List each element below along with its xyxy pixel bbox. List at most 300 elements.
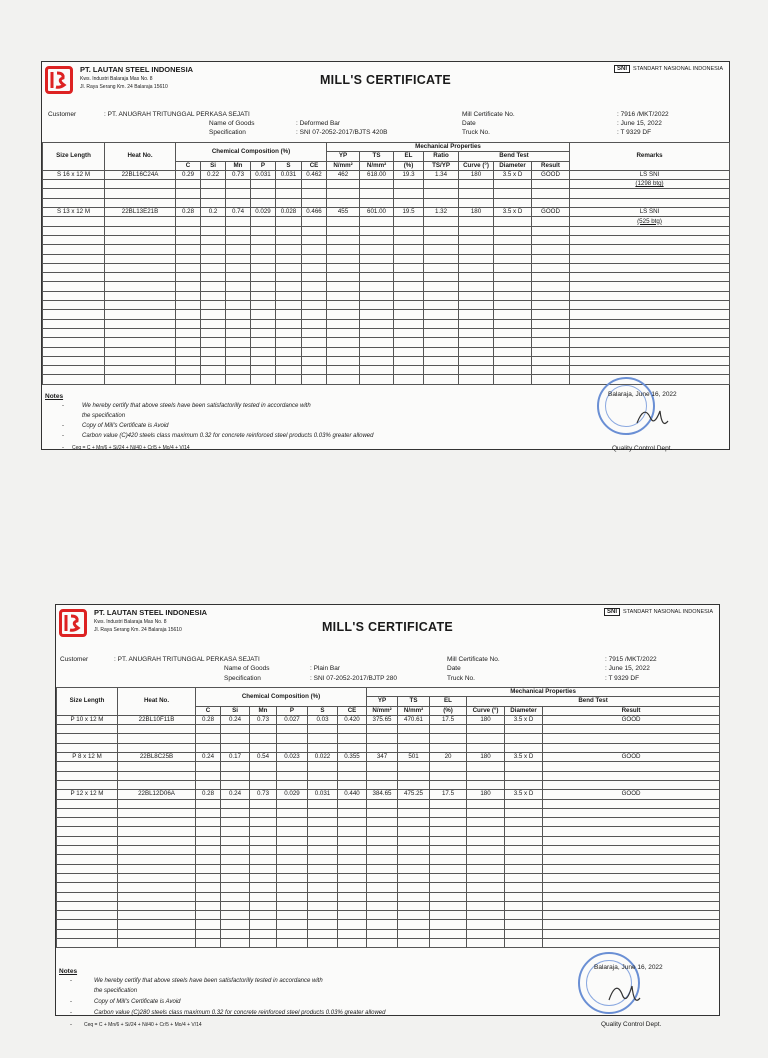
cell-empty <box>118 780 196 789</box>
cell-empty <box>250 911 277 920</box>
cell-empty <box>398 827 430 836</box>
cell-empty <box>118 929 196 938</box>
goods-value: : Deformed Bar <box>296 120 341 127</box>
col-si: Si <box>221 706 250 715</box>
col-mn: Mn <box>250 706 277 715</box>
cell-empty <box>276 366 302 375</box>
cell-result <box>532 189 570 198</box>
cell-empty <box>494 180 532 189</box>
cell-empty <box>327 291 360 300</box>
cell-empty <box>532 375 570 384</box>
cell-empty <box>57 808 118 817</box>
cell-empty <box>276 310 302 319</box>
cell-empty <box>176 301 201 310</box>
cell-empty <box>398 855 430 864</box>
cell-empty <box>338 846 367 855</box>
cell-empty <box>250 883 277 892</box>
cell-empty <box>176 338 201 347</box>
cell-empty <box>57 883 118 892</box>
cell-empty <box>398 743 430 752</box>
cell-empty <box>118 827 196 836</box>
cell-empty <box>327 245 360 254</box>
cell-empty <box>505 725 543 734</box>
cell-empty <box>226 356 251 365</box>
cell-empty <box>570 282 730 291</box>
cell-empty <box>494 282 532 291</box>
cell-empty <box>532 254 570 263</box>
cell-empty <box>308 920 338 929</box>
cell-empty <box>367 725 398 734</box>
cell-empty <box>277 864 308 873</box>
cell-empty <box>494 356 532 365</box>
cell-empty <box>367 818 398 827</box>
cell-empty <box>494 338 532 347</box>
cell-c <box>196 734 221 743</box>
cell-curve <box>467 771 505 780</box>
note-1-cont: the specification <box>94 988 138 995</box>
cell-empty <box>308 846 338 855</box>
col-chemical-composition: Chemical Composition (%) <box>196 688 367 707</box>
cell-empty <box>430 808 467 817</box>
certificate-header <box>42 62 729 106</box>
cell-empty <box>201 235 226 244</box>
cell-empty <box>360 217 394 226</box>
cell-empty <box>430 743 467 752</box>
cell-c: 0.28 <box>176 208 201 217</box>
cell-empty <box>196 827 221 836</box>
cell-empty <box>105 310 176 319</box>
spec-label: Specification <box>224 675 261 682</box>
cell-heat: 22BL12D06A <box>118 790 196 799</box>
certificate-title: MILL'S CERTIFICATE <box>319 73 452 87</box>
cell-empty <box>430 892 467 901</box>
cell-empty <box>221 911 250 920</box>
cell-si <box>221 734 250 743</box>
cell-empty <box>338 873 367 882</box>
cell-empty <box>277 808 308 817</box>
cell-empty <box>367 864 398 873</box>
cell-empty <box>459 301 494 310</box>
cell-empty <box>196 920 221 929</box>
cell-empty <box>196 855 221 864</box>
cell-empty <box>394 291 424 300</box>
cell-empty <box>250 780 277 789</box>
cell-empty <box>430 762 467 771</box>
cell-yp: 375.65 <box>367 715 398 724</box>
cell-empty <box>424 254 459 263</box>
cell-empty <box>276 291 302 300</box>
cell-empty <box>360 347 394 356</box>
cell-empty <box>226 366 251 375</box>
cell-empty <box>327 310 360 319</box>
cell-heat: 22BL16C24A <box>105 170 176 179</box>
col-s: S <box>308 706 338 715</box>
cell-empty <box>201 301 226 310</box>
cell-empty <box>118 836 196 845</box>
cell-heat <box>118 734 196 743</box>
cell-empty <box>367 799 398 808</box>
cell-empty <box>250 799 277 808</box>
cell-size <box>57 734 118 743</box>
cell-empty <box>338 827 367 836</box>
cell-empty <box>338 883 367 892</box>
sni-logo-icon: SNI <box>604 608 620 616</box>
cell-empty <box>226 245 251 254</box>
cell-empty <box>338 939 367 948</box>
cell-empty <box>430 929 467 938</box>
cell-empty <box>176 356 201 365</box>
cell-empty <box>57 743 118 752</box>
cell-empty <box>338 836 367 845</box>
cell-empty <box>201 319 226 328</box>
cell-empty <box>494 366 532 375</box>
cell-empty <box>118 846 196 855</box>
cell-empty <box>43 310 105 319</box>
cell-empty <box>276 226 302 235</box>
cell-empty <box>424 273 459 282</box>
table-row <box>57 790 720 799</box>
table-row-empty <box>57 846 720 855</box>
cell-empty <box>308 827 338 836</box>
cell-empty <box>201 254 226 263</box>
table-row-empty <box>57 818 720 827</box>
cell-empty <box>302 263 327 272</box>
cell-empty <box>398 818 430 827</box>
cell-empty <box>250 855 277 864</box>
cell-empty <box>394 254 424 263</box>
cell-empty <box>57 836 118 845</box>
cell-empty <box>398 799 430 808</box>
cell-empty <box>459 291 494 300</box>
cell-empty <box>276 319 302 328</box>
cell-empty <box>226 217 251 226</box>
cell-empty <box>367 743 398 752</box>
cell-empty <box>467 883 505 892</box>
cell-empty <box>276 235 302 244</box>
cell-empty <box>424 366 459 375</box>
cell-empty <box>226 310 251 319</box>
cell-empty <box>43 198 105 207</box>
cell-empty <box>543 901 720 910</box>
cell-empty <box>467 920 505 929</box>
cell-empty <box>327 282 360 291</box>
cell-diameter <box>494 189 532 198</box>
table-row-empty <box>43 319 730 328</box>
cell-empty <box>543 939 720 948</box>
table-row-empty <box>43 254 730 263</box>
cell-empty <box>57 929 118 938</box>
cell-empty <box>251 319 276 328</box>
cell-empty <box>532 328 570 337</box>
cell-empty <box>201 347 226 356</box>
cell-empty <box>57 939 118 948</box>
cell-empty <box>250 892 277 901</box>
cell-empty <box>424 310 459 319</box>
cell-mn <box>250 771 277 780</box>
cell-empty <box>277 892 308 901</box>
cell-empty <box>494 347 532 356</box>
cell-empty <box>201 356 226 365</box>
col-mechanical-properties: Mechanical Properties <box>327 143 570 152</box>
cell-empty <box>505 864 543 873</box>
table-row <box>57 743 720 752</box>
cell-empty <box>226 235 251 244</box>
cell-empty <box>360 291 394 300</box>
cell-empty <box>118 892 196 901</box>
cell-size: P 12 x 12 M <box>57 790 118 799</box>
cell-result <box>543 734 720 743</box>
table-row-empty <box>43 301 730 310</box>
cell-empty <box>226 291 251 300</box>
cell-empty <box>367 901 398 910</box>
cell-empty <box>105 273 176 282</box>
cell-empty <box>308 725 338 734</box>
cell-empty <box>251 226 276 235</box>
cell-yp: 347 <box>367 753 398 762</box>
qc-dept: Quality Control Dept. <box>612 444 673 452</box>
cell-empty <box>302 319 327 328</box>
cell-c: 0.29 <box>176 170 201 179</box>
cell-ce <box>302 189 327 198</box>
cell-yp: 455 <box>327 208 360 217</box>
cell-empty <box>505 743 543 752</box>
cell-empty <box>338 920 367 929</box>
certificate-info <box>42 106 729 142</box>
table-row-empty <box>57 883 720 892</box>
cell-empty <box>360 226 394 235</box>
cell-mn: 0.73 <box>250 790 277 799</box>
signature-icon <box>632 403 672 433</box>
cell-empty <box>327 328 360 337</box>
col-bend-test: Bend Test <box>467 697 720 706</box>
cell-empty <box>118 901 196 910</box>
cell-si: 0.2 <box>201 208 226 217</box>
cell-empty <box>360 198 394 207</box>
cell-empty <box>250 725 277 734</box>
cell-empty <box>338 780 367 789</box>
cell-empty <box>250 818 277 827</box>
cell-empty <box>543 864 720 873</box>
table-row <box>43 170 730 179</box>
cell-empty <box>467 827 505 836</box>
table-row-empty <box>43 356 730 365</box>
cell-empty <box>570 375 730 384</box>
cell-size <box>43 189 105 198</box>
cell-empty <box>367 846 398 855</box>
cell-empty <box>532 301 570 310</box>
cell-empty <box>367 939 398 948</box>
cell-empty <box>398 901 430 910</box>
cell-remarks-sub: (525 btg) <box>570 217 730 226</box>
cell-empty <box>570 263 730 272</box>
cell-empty <box>338 864 367 873</box>
cell-empty <box>430 818 467 827</box>
cell-empty <box>398 892 430 901</box>
sni-mark <box>614 65 723 73</box>
cell-empty <box>251 291 276 300</box>
cell-empty <box>543 827 720 836</box>
cell-mn: 0.54 <box>250 753 277 762</box>
cell-empty <box>221 883 250 892</box>
cell-empty <box>308 901 338 910</box>
cell-empty <box>494 254 532 263</box>
cell-empty <box>570 245 730 254</box>
cell-empty <box>308 883 338 892</box>
signature-icon <box>604 978 644 1012</box>
col-diameter: Diameter <box>494 161 532 170</box>
cell-empty <box>430 855 467 864</box>
cell-empty <box>570 226 730 235</box>
cell-empty <box>43 366 105 375</box>
cell-empty <box>105 282 176 291</box>
cell-empty <box>494 217 532 226</box>
cell-empty <box>505 846 543 855</box>
cell-empty <box>251 375 276 384</box>
cell-empty <box>196 883 221 892</box>
cell-s: 0.028 <box>276 208 302 217</box>
cell-empty <box>532 180 570 189</box>
cell-empty <box>221 920 250 929</box>
cell-empty <box>276 263 302 272</box>
cell-empty <box>467 873 505 882</box>
cell-empty <box>360 301 394 310</box>
cell-empty <box>570 328 730 337</box>
cell-empty <box>430 939 467 948</box>
cell-remarks-sub <box>570 198 730 207</box>
cell-empty <box>251 273 276 282</box>
cell-empty <box>57 762 118 771</box>
cell-empty <box>543 855 720 864</box>
col-ts: TS <box>360 152 394 161</box>
cell-empty <box>327 301 360 310</box>
cell-empty <box>277 929 308 938</box>
col-remarks: Remarks <box>570 143 730 171</box>
cell-empty <box>338 911 367 920</box>
cell-empty <box>226 198 251 207</box>
sni-text: STANDART NASIONAL INDONESIA <box>633 66 723 72</box>
cell-empty <box>543 743 720 752</box>
cell-empty <box>57 864 118 873</box>
cell-empty <box>57 911 118 920</box>
cell-empty <box>459 310 494 319</box>
cell-empty <box>360 338 394 347</box>
cell-empty <box>430 836 467 845</box>
cell-empty <box>105 347 176 356</box>
cell-empty <box>398 725 430 734</box>
cell-empty <box>367 911 398 920</box>
cell-p <box>277 771 308 780</box>
cell-empty <box>338 892 367 901</box>
cell-empty <box>43 180 105 189</box>
cell-empty <box>251 356 276 365</box>
cell-empty <box>494 245 532 254</box>
cell-empty <box>226 254 251 263</box>
cell-empty <box>105 338 176 347</box>
cell-result: GOOD <box>532 170 570 179</box>
cell-empty <box>277 901 308 910</box>
cell-empty <box>201 245 226 254</box>
qc-dept: Quality Control Dept. <box>601 1021 662 1029</box>
cell-empty <box>398 939 430 948</box>
cell-empty <box>105 245 176 254</box>
table-row-empty <box>57 808 720 817</box>
table-row-empty <box>43 328 730 337</box>
cell-empty <box>226 338 251 347</box>
cell-empty <box>196 929 221 938</box>
cell-empty <box>424 180 459 189</box>
cell-empty <box>196 762 221 771</box>
cell-diameter: 3.5 x D <box>494 170 532 179</box>
cell-empty <box>221 939 250 948</box>
cell-empty <box>277 780 308 789</box>
col-ratio-unit: TS/YP <box>424 161 459 170</box>
cell-empty <box>459 180 494 189</box>
cell-empty <box>43 375 105 384</box>
cell-size <box>57 771 118 780</box>
cell-ratio: 1.32 <box>424 208 459 217</box>
cell-empty <box>430 864 467 873</box>
cell-empty <box>424 226 459 235</box>
cell-empty <box>424 245 459 254</box>
cell-empty <box>459 319 494 328</box>
cell-empty <box>394 328 424 337</box>
cell-empty <box>251 282 276 291</box>
cell-empty <box>176 375 201 384</box>
cell-si: 0.17 <box>221 753 250 762</box>
cell-diameter <box>505 734 543 743</box>
cell-empty <box>176 282 201 291</box>
cell-diameter: 3.5 x D <box>505 790 543 799</box>
cell-empty <box>118 855 196 864</box>
cell-empty <box>118 920 196 929</box>
cell-empty <box>532 273 570 282</box>
cell-empty <box>57 855 118 864</box>
cell-empty <box>196 725 221 734</box>
cell-empty <box>394 310 424 319</box>
cell-empty <box>196 901 221 910</box>
cell-empty <box>308 864 338 873</box>
date-label: Date <box>447 665 461 672</box>
cell-empty <box>221 799 250 808</box>
cell-empty <box>424 235 459 244</box>
cell-empty <box>201 282 226 291</box>
cell-empty <box>196 743 221 752</box>
cell-empty <box>277 762 308 771</box>
cell-empty <box>176 217 201 226</box>
cell-ts <box>398 734 430 743</box>
col-el-unit: (%) <box>430 706 467 715</box>
sni-mark <box>604 608 713 616</box>
cell-ce: 0.462 <box>302 170 327 179</box>
cell-size: S 16 x 12 M <box>43 170 105 179</box>
cert-no-label: Mill Certificate No. <box>462 111 515 118</box>
cell-empty <box>221 762 250 771</box>
cert-no-value: : 7915 /MKT/2022 <box>605 656 657 663</box>
cell-empty <box>424 198 459 207</box>
cell-empty <box>327 198 360 207</box>
cell-empty <box>251 198 276 207</box>
col-heat-no: Heat No. <box>105 143 176 171</box>
cell-empty <box>277 743 308 752</box>
cell-empty <box>201 310 226 319</box>
cell-empty <box>43 254 105 263</box>
cell-empty <box>424 328 459 337</box>
cell-empty <box>424 291 459 300</box>
cell-empty <box>505 836 543 845</box>
bullet-icon: - <box>70 999 72 1006</box>
goods-label: Name of Goods <box>209 120 255 127</box>
company-name: PT. LAUTAN STEEL INDONESIA <box>94 608 208 617</box>
